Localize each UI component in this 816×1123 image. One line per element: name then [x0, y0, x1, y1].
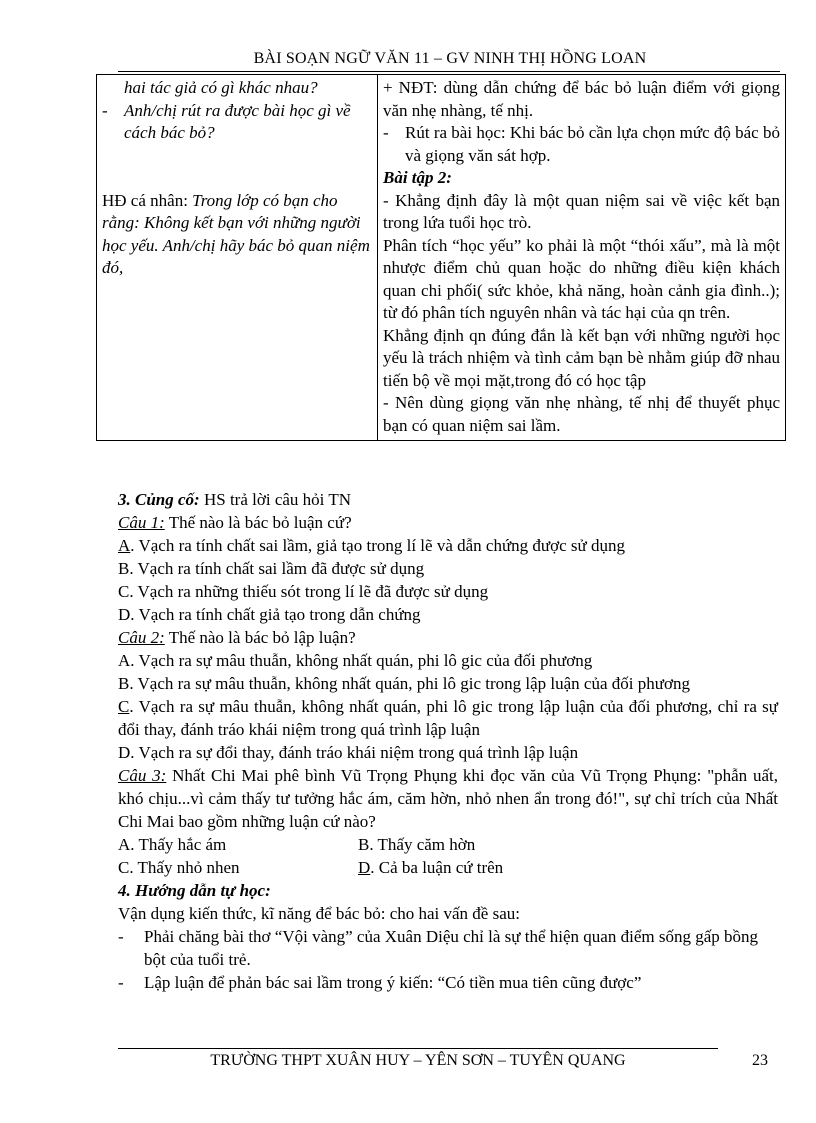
question-2 — [118, 626, 778, 649]
q2-option-d: D. Vạch ra sự đổi thay, đánh tráo khái niệm trong quá trình lập luận — [118, 743, 579, 762]
left-cell — [97, 75, 378, 441]
rut-ra-text: Rút ra bài học: Khi bác bỏ cần lựa chọn mức độ bác bỏ và giọng văn sát hợp. — [405, 123, 780, 165]
q2-option-c — [118, 695, 778, 741]
q3-options-cd — [118, 856, 778, 879]
right-cell — [378, 75, 786, 441]
tu-hoc-item-2: - Lập luận để phản bác sai lầm trong ý kiến: “Có tiền mua tiên cũng được” — [118, 971, 778, 994]
q2-c-letter: C — [118, 697, 130, 716]
answer-paragraph-4: - Nên dùng giọng văn nhẹ nhàng, tế nhị để thuyết phục bạn có quan niệm sai lầm. — [383, 393, 780, 435]
q1-option-d: D. Vạch ra tính chất giả tạo trong dẫn chứng — [118, 605, 421, 624]
table-row — [97, 75, 786, 441]
rut-ra-bai-hoc: - Rút ra bài học: Khi bác bỏ cần lựa chọn mức độ bác bỏ và giọng văn sát hợp. — [383, 122, 780, 167]
q3-text: Nhất Chi Mai phê bình Vũ Trọng Phụng khi đọc văn của Vũ Trọng Phụng: "phẫn uất, khó chịu...vì cảm thấy tư tưởng hắc ám, căm hờn, nhỏ nhen ẩn trong đó!", sự chỉ trích của Nhất Chi Mai bao gồm những luận cứ nào? — [118, 766, 779, 831]
q1-a-letter: A — [118, 536, 131, 555]
main-body — [118, 488, 778, 994]
q3-label: Câu 3: — [118, 766, 167, 785]
answer-paragraph-3: Khẳng định qn đúng đắn là kết bạn với những người học yếu là trách nhiệm và tình cảm bạn bè nhằm giúp đỡ nhau tiến bộ về mọi mặt,trong đó có học tập — [383, 325, 780, 390]
q1-text: Thế nào là bác bỏ luận cứ? — [168, 513, 352, 532]
q2-label: Câu 2: — [118, 628, 165, 647]
cung-co-heading: 3. Củng cố: — [118, 490, 200, 509]
cung-co-intro: HS trả lời câu hỏi TN — [203, 490, 351, 509]
cung-co-line — [118, 488, 778, 511]
tu-hoc-item-2-text: Lập luận để phản bác sai lầm trong ý kiến: “Có tiền mua tiên cũng được” — [144, 973, 642, 992]
q1-option-c: C. Vạch ra những thiếu sót trong lí lẽ đã được sử dụng — [118, 582, 489, 601]
q2-option-a: A. Vạch ra sự mâu thuẫn, không nhất quán, phi lô gic của đối phương — [118, 651, 593, 670]
left-line-1: hai tác giả có gì khác nhau? — [124, 78, 318, 97]
q2-option-b: B. Vạch ra sự mâu thuẫn, không nhất quán, phi lô gic trong lập luận của đối phương — [118, 674, 690, 693]
q1-a-text: . Vạch ra tính chất sai lầm, giả tạo trong lí lẽ và dẫn chứng được sử dụng — [130, 536, 625, 555]
footer-rule — [118, 1048, 718, 1049]
q3-options-ab — [118, 833, 778, 856]
page-number: 23 — [752, 1052, 768, 1069]
answer-paragraph-2: Phân tích “học yếu” ko phải là một “thói xấu”, mà là một nhược điểm chủ quan hoặc do những điều kiện khách quan chi phối( sức khỏe, khả năng, hoàn cảnh gia đình..); từ đó phân tích nguyên nhân và tác hại của qn trên. — [383, 235, 780, 322]
q3-option-d — [358, 856, 598, 879]
q3-option-b: B. Thấy căm hờn — [358, 835, 476, 854]
tu-hoc-item-1: - Phải chăng bài thơ “Vội vàng” của Xuân Diệu chỉ là sự thể hiện quan điểm sống gấp bồng bột của tuổi trẻ. — [118, 925, 778, 971]
tu-hoc-item-1-text: Phải chăng bài thơ “Vội vàng” của Xuân Diệu chỉ là sự thể hiện quan điểm sống gấp bồng bột của tuổi trẻ. — [144, 927, 758, 969]
ndt-line: + NĐT: dùng dẫn chứng để bác bỏ luận điểm với giọng văn nhẹ nhàng, tế nhị. — [383, 78, 780, 120]
question-3 — [118, 764, 778, 833]
page-header: BÀI SOẠN NGỮ VĂN 11 – GV NINH THỊ HỒNG LOAN — [253, 50, 647, 67]
q1-option-b: B. Vạch ra tính chất sai lầm đã được sử dụng — [118, 559, 425, 578]
hd-text: Trong lớp có bạn cho rằng: Không kết bạn với những người học yếu. Anh/chị hãy bác bỏ quan niệm đó, — [102, 190, 370, 277]
hd-activity — [102, 190, 372, 280]
left-item-2: - Anh/chị rút ra được bài học gì về cách bác bỏ? — [102, 100, 372, 145]
q3-d-letter: D — [358, 858, 371, 877]
q1-option-a — [118, 534, 778, 557]
left-item-2-text: Anh/chị rút ra được bài học gì về cách bác bỏ? — [124, 100, 351, 142]
question-1 — [118, 511, 778, 534]
q3-option-c: C. Thấy nhỏ nhen — [118, 858, 240, 877]
q3-option-a: A. Thấy hắc ám — [118, 835, 227, 854]
bai-tap-2-heading: Bài tập 2: — [383, 168, 452, 187]
page-footer: TRƯỜNG THPT XUÂN HUY – YÊN SƠN – TUYÊN QUANG — [210, 1052, 626, 1069]
hd-label: HĐ cá nhân: — [102, 190, 188, 210]
q1-label: Câu 1: — [118, 513, 165, 532]
q2-c-text: . Vạch ra sự mâu thuẫn, không nhất quán, phi lô gic trong lập luận của đối phương, chỉ ra sự đổi thay, đánh tráo khái niệm trong quá trình lập luận — [118, 697, 778, 739]
answer-paragraph-1: - Khẳng định đây là một quan niệm sai về việc kết bạn trong lứa tuổi học trò. — [383, 190, 780, 232]
lesson-table — [96, 74, 786, 441]
header-rule — [118, 71, 780, 72]
q2-text: Thế nào là bác bỏ lập luận? — [168, 628, 356, 647]
tu-hoc-intro: Vận dụng kiến thức, kĩ năng để bác bỏ: cho hai vấn đề sau: — [118, 904, 520, 923]
tu-hoc-heading: 4. Hướng dẫn tự học: — [118, 881, 271, 900]
q3-d-text: . Cả ba luận cứ trên — [370, 858, 504, 877]
